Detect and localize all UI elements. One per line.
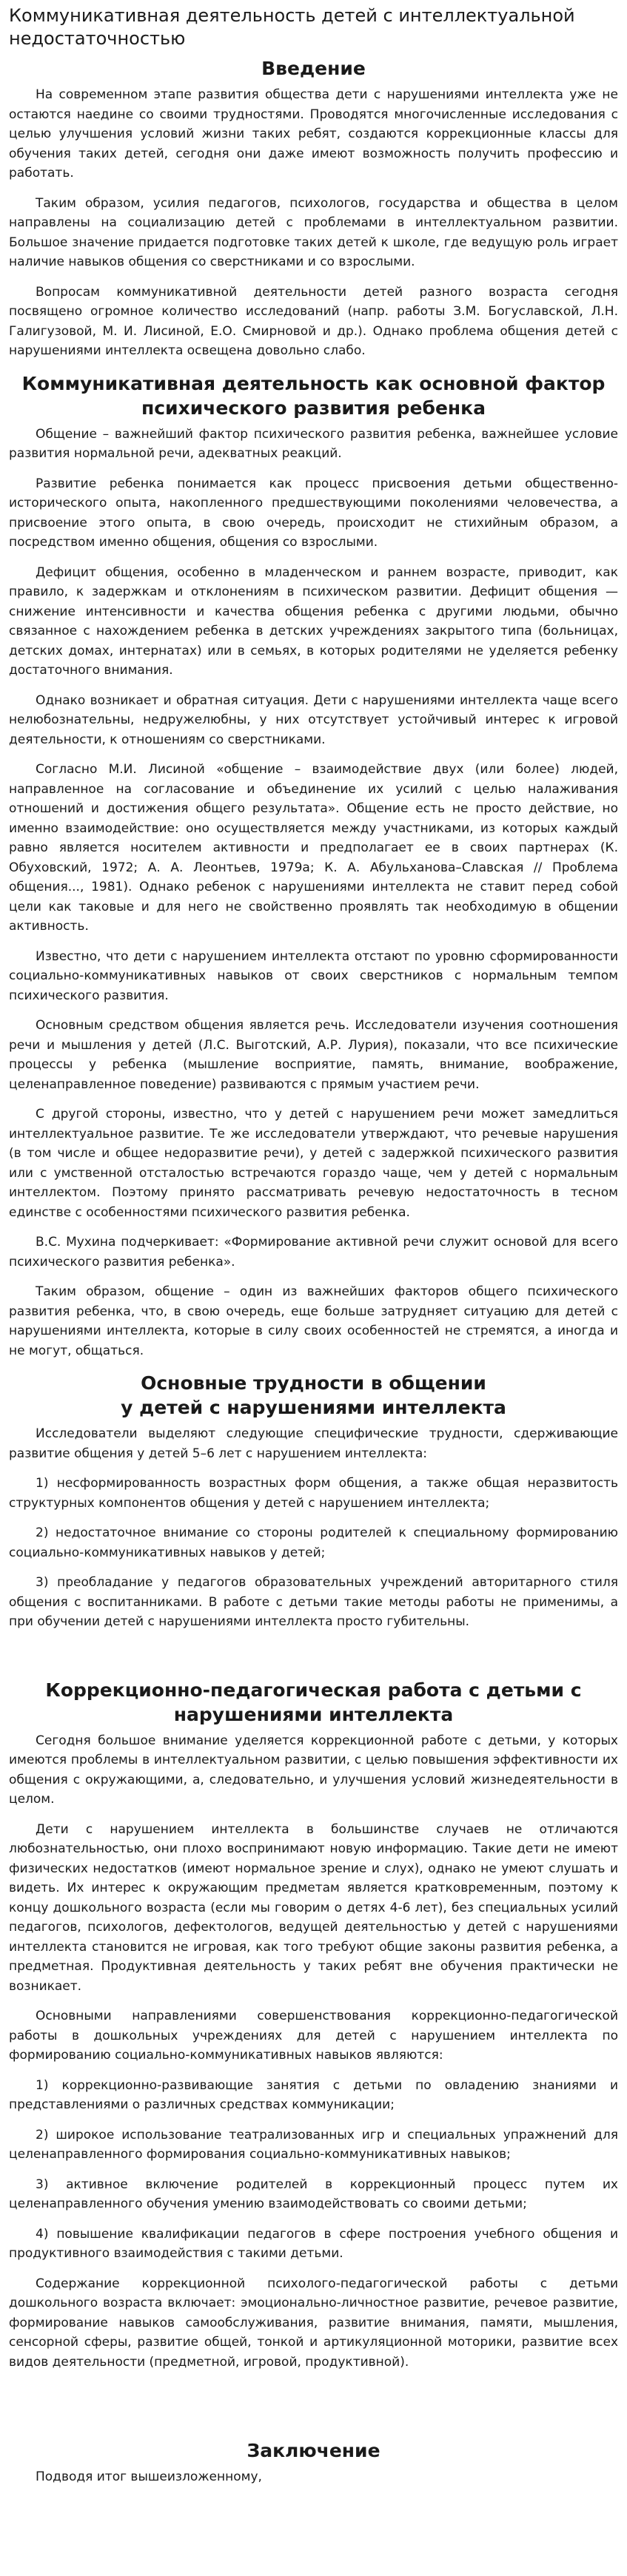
- heading-line: Коррекционно-педагогическая работа с детьми с: [45, 1679, 582, 1701]
- paragraph: Вопросам коммуникативной деятельности детей разного возраста сегодня посвящено огромное количество исследований (напр. работы З.М. Богуславской, Л.Н. Галигузовой, М. И. Лисиной, Е.О. Смирновой и др.). Однако проблема общения детей с нарушениями интеллекта освещена довольно слабо.: [9, 284, 618, 358]
- heading-line: Введение: [261, 58, 366, 79]
- paragraph: В.С. Мухина подчеркивает: «Формирование активной речи служит основой для всего психического развития ребенка».: [9, 1235, 618, 1270]
- section-heading-introduction: [9, 56, 618, 81]
- heading-line: у детей с нарушениями интеллекта: [121, 1397, 506, 1418]
- paragraph: Известно, что дети с нарушением интеллекта отстают по уровню сформированности социально-коммуникативных навыков от своих сверстников с нормальным темпом психического развития.: [9, 948, 618, 1003]
- paragraph: Дети с нарушением интеллекта в большинстве случаев не отличаются любознательностью, они плохо воспринимают новую информацию. Такие дети не имеют физических недостатков (имеют нормальное зрение и слух), однако не умеют слушать и видеть. Их интерес к окружающим предметам является кратковременным, поэтому к концу дошкольного возраста (если мы говорим о детях 4-6 лет), без специальных усилий педагогов, психологов, дефектологов, ведущей деятельностью у детей с нарушениями интеллекта становится не игровая, как того требуют общие законы развития ребенка, а предметная. Продуктивная деятельность у таких ребят вне обучения практически не возникает.: [9, 1821, 618, 1994]
- list-item: 1) несформированность возрастных форм общения, а также общая неразвитость структурных компонентов общения у детей с нарушением интеллекта;: [9, 1476, 618, 1511]
- list-item: 2) недостаточное внимание со стороны родителей к специальному формированию социально-коммуникативных навыков у детей;: [9, 1525, 618, 1560]
- paragraph: На современном этапе развития общества дети с нарушениями интеллекта уже не остаются наедине со своими трудностями. Проводятся многочисленные исследования с целью улучшения условий жизни таких ребят, создаются коррекционные классы для обучения таких детей, сегодня они даже имеют возможность получить профессию и работать.: [9, 87, 618, 181]
- section-heading-communication-factor: [9, 371, 618, 420]
- paragraph: Согласно М.И. Лисиной «общение – взаимодействие двух (или более) людей, направленное на согласование и объединение их усилий с целью налаживания отношений и достижения общего результата». Общение есть не просто действие, но именно взаимодействие: оно осуществляется между участниками, из которых каждый равно является носителем активности и предполагает ее в своих партнерах (К. Обуховский, 1972; А. А. Леонтьев, 1979а; К. А. Абульханова–Славская // Проблема общения..., 1981). Однако ребенок с нарушениями интеллекта не ставит перед собой цели как таковые и для него не свойственно проявлять так необходимую в общении активность.: [9, 762, 618, 934]
- paragraph: Сегодня большое внимание уделяется коррекционной работе с детьми, у которых имеются проблемы в интеллектуальном развитии, с целью повышения эффективности их общения с окружающими, а, следовательно, и улучшения условий жизнедеятельности в целом.: [9, 1733, 618, 1807]
- list-item: 3) преобладание у педагогов образовательных учреждений авторитарного стиля общения с воспитанниками. В работе с детьми такие методы работы не применимы, а при обучении детей с нарушениями интеллекта просто губительны.: [9, 1575, 618, 1629]
- paragraph: Содержание коррекционной психолого-педагогической работы с детьми дошкольного возраста включает: эмоционально-личностное развитие, речевое развитие, формирование навыков самообслуживания, развитие внимания, памяти, мышления, сенсорной сферы, развитие общей, тонкой и артикуляционной моторики, развитие всех видов деятельности (предметной, игровой, продуктивной).: [9, 2276, 618, 2370]
- heading-line: Коммуникативная деятельность как основной фактор: [21, 372, 606, 394]
- section-heading-conclusion: [9, 2438, 618, 2463]
- section-heading-difficulties: [9, 1371, 618, 1420]
- section-spacer: [9, 1642, 618, 1672]
- paragraph: Исследователи выделяют следующие специфические трудности, сдерживающие развитие общения у детей 5–6 лет с нарушением интеллекта:: [9, 1426, 618, 1461]
- list-item: 3) активное включение родителей в коррекционный процесс путем их целенаправленного обучения умению взаимодействовать со своими детьми;: [9, 2177, 618, 2211]
- list-item: 4) повышение квалификации педагогов в сфере построения учебного общения и продуктивного взаимодействия с такими детьми.: [9, 2226, 618, 2261]
- paragraph: С другой стороны, известно, что у детей с нарушением речи может замедлиться интеллектуальное развитие. Те же исследователи утверждают, что речевые нарушения (в том числе и общее недоразвитие речи), у детей с задержкой психического развития или с умственной отсталостью встречаются гораздо чаще, чем у детей с нормальным интеллектом. Поэтому принято рассматривать речевую недостаточность в тесном единстве с особенностями психического развития ребенка.: [9, 1107, 618, 1220]
- section-heading-correction-work: [9, 1678, 618, 1727]
- section-spacer: [9, 2382, 618, 2424]
- paragraph: Таким образом, усилия педагогов, психологов, государства и общества в целом направлены на социализацию детей с проблемами в интеллектуальном развитии. Большое значение придается подготовке таких детей к школе, где ведущую роль играет наличие навыков общения со сверстниками и со взрослыми.: [9, 195, 618, 269]
- heading-line: Заключение: [247, 2440, 380, 2461]
- list-item: 1) коррекционно-развивающие занятия с детьми по овладению знаниями и представлениями о различных средствах коммуникации;: [9, 2077, 618, 2112]
- paragraph: Дефицит общения, особенно в младенческом и раннем возрасте, приводит, как правило, к задержкам и отклонениям в психическом развитии. Дефицит общения — снижение интенсивности и качества общения ребенка с другими людьми, обычно связанное с нахождением ребенка в детских учреждениях закрытого типа (больницах, детских домах, интернатах) или в семьях, в которых родителями не уделяется ребенку достаточного внимания.: [9, 564, 618, 678]
- paragraph: Основным средством общения является речь. Исследователи изучения соотношения речи и мышления у детей (Л.С. Выготский, А.Р. Лурия), показали, что все психические процессы у ребенка (мышление восприятие, память, внимание, воображение, целенаправленное поведение) развиваются с прямым участием речи.: [9, 1018, 618, 1092]
- paragraph: Развитие ребенка понимается как процесс присвоения детьми общественно-исторического опыта, накопленного предшествующими поколениями человечества, а присвоение этого опыта, в свою очередь, происходит не стихийным образом, а посредством именно общения, общения со взрослыми.: [9, 476, 618, 550]
- paragraph: Однако возникает и обратная ситуация. Дети с нарушениями интеллекта чаще всего нелюбознательны, недружелюбны, у них отсутствует устойчивый интерес к игровой деятельности, к отношениям со сверстниками.: [9, 692, 618, 747]
- paragraph: Основными направлениями совершенствования коррекционно-педагогической работы в дошкольных учреждениях для детей с нарушением интеллекта по формированию социально-коммуникативных навыков являются:: [9, 2009, 618, 2063]
- document-title: Коммуникативная деятельность детей с интеллектуальной недостаточностью: [9, 5, 575, 49]
- heading-line: Основные трудности в общении: [141, 1372, 486, 1394]
- heading-line: психического развития ребенка: [141, 397, 486, 419]
- paragraph: Таким образом, общение – один из важнейших факторов общего психического развития ребенка, что, в свою очередь, еще больше затрудняет ситуацию для детей с нарушениями интеллекта, которые в силу своих особенностей не стремятся, а иногда и не могут, общаться.: [9, 1284, 618, 1358]
- paragraph: Общение – важнейший фактор психического развития ребенка, важнейшее условие развития нормальной речи, адекватных реакций.: [9, 426, 618, 461]
- paragraph: Подводя итог вышеизложенному,: [36, 2469, 262, 2484]
- list-item: 2) широкое использование театрализованных игр и специальных упражнений для целенаправленного формирования социально-коммуникативных навыков;: [9, 2127, 618, 2162]
- heading-line: нарушениями интеллекта: [173, 1703, 454, 1725]
